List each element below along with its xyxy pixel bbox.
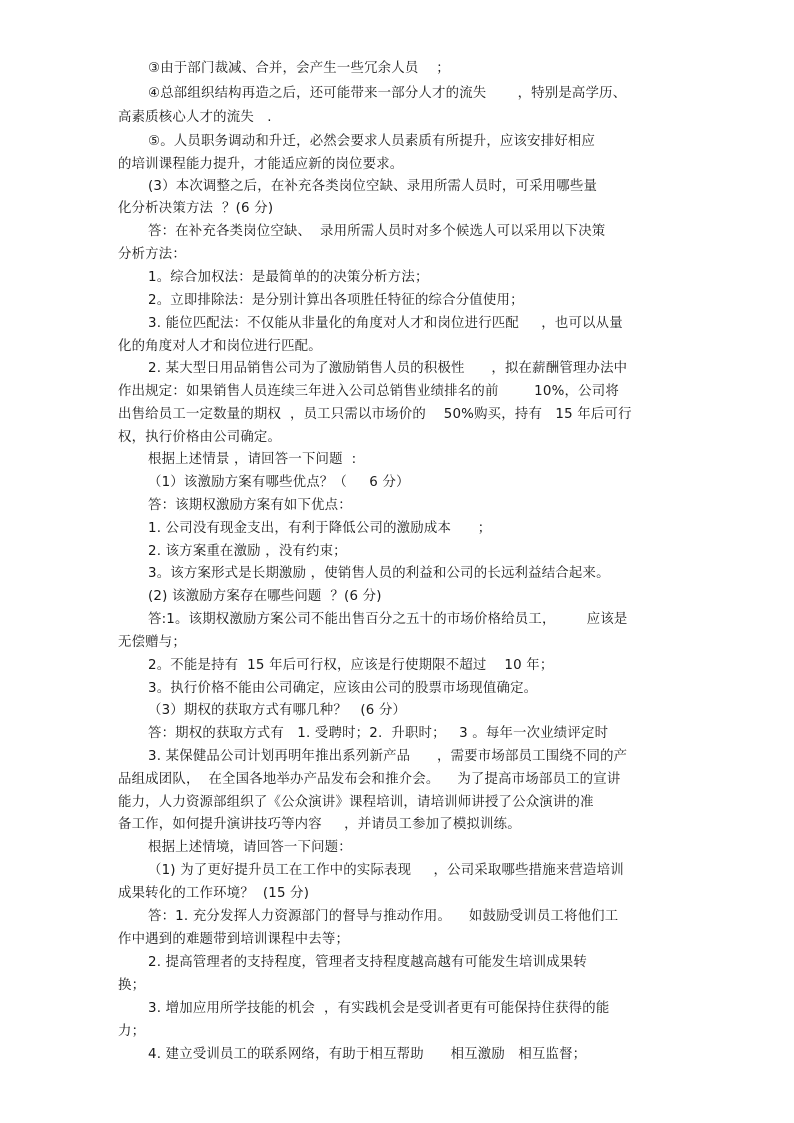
text-line: 力； [118, 1024, 146, 1039]
text-line: 答：1. 充分发挥人力资源部门的督导与推动作用。 如鼓励受训员工将他们工 [148, 909, 619, 924]
text-line: 3. 能位匹配法：不仅能从非量化的角度对人才和岗位进行匹配 ，也可以从量 [148, 316, 623, 331]
text-line: 答：在补充各类岗位空缺、 录用所需人员时对多个候选人可以采用以下决策 [148, 224, 606, 239]
text-line: 2。不能是持有 15 年后可行权，应该是行使期限不超过 10 年； [148, 658, 554, 673]
text-line: ⑤。人员职务调动和升迁，必然会要求人员素质有所提升，应该安排好相应 [148, 134, 596, 149]
text-line: 2。立即排除法：是分别计算出各项胜任特征的综合分值使用； [148, 293, 524, 308]
text-line: 无偿赠与； [118, 635, 186, 650]
text-line: （1）该激励方案有哪些优点？（ 6 分） [148, 475, 410, 490]
text-line: 1。综合加权法：是最简单的的决策分析方法； [148, 270, 429, 285]
text-line: 答:1。该期权激励方案公司不能出售百分之五十的市场价格给员工， 应该是 [148, 612, 628, 627]
text-line: （1) 为了更好提升员工在工作中的实际表现 ，公司采取哪些措施来营造培训 [148, 863, 624, 878]
text-line: （3）期权的获取方式有哪几种？ (6 分） [148, 703, 407, 718]
text-line: 化分析决策方法 ？(6 分) [118, 201, 274, 216]
text-line: ③由于部门裁减、合并，会产生一些冗余人员 ； [148, 61, 450, 76]
text-line: 分析方法： [118, 247, 186, 262]
text-line: ④总部组织结构再造之后，还可能带来一部分人才的流失 ，特别是高学历、 [148, 86, 627, 101]
text-line: 作中遇到的难题带到培训课程中去等； [118, 932, 350, 947]
text-line: 答：该期权激励方案有如下优点： [148, 498, 352, 513]
text-line: 3. 某保健品公司计划再明年推出系列新产品 ，需要市场部员工围绕不同的产 [148, 749, 628, 764]
text-line: 化的角度对人才和岗位进行匹配。 [118, 339, 322, 354]
text-line: 2. 提高管理者的支持程度，管理者支持程度越高越有可能发生培训成果转 [148, 955, 587, 970]
text-line: 换； [118, 978, 146, 993]
text-line: 2. 某大型日用品销售公司为了激励销售人员的积极性 ，拟在薪酬管理办法中 [148, 361, 628, 376]
text-line: (3）本次调整之后，在补充各类岗位空缺、录用所需人员时，可采用哪些量 [148, 179, 598, 194]
text-line: 作出规定：如果销售人员连续三年进入公司总销售业绩排名的前 10%，公司将 [118, 384, 619, 399]
text-line: 出售给员工一定数量的期权 ，员工只需以市场价的 50%购买，持有 15 年后可行 [118, 407, 632, 422]
text-line: 高素质核心人才的流失 . [118, 110, 272, 125]
text-line: 根据上述情境，请回答一下问题： [148, 840, 352, 855]
text-line: 2. 该方案重在激励 ，没有约束； [148, 544, 347, 559]
text-line: 根据上述情景 ，请回答一下问题 : [148, 452, 357, 467]
text-line: 答：期权的获取方式有 1. 受聘时；2. 升职时； 3 。每年一次业绩评定时 [148, 726, 609, 741]
text-line: 的培训课程能力提升，才能适应新的岗位要求。 [118, 157, 404, 172]
text-line: 品组成团队， 在全国各地举办产品发布会和推介会。 为了提高市场部员工的宣讲 [118, 772, 621, 787]
text-line: 备工作，如何提升演讲技巧等内容 ，并请员工参加了模拟训练。 [118, 817, 521, 832]
text-line: 3. 增加应用所学技能的机会 ，有实践机会是受训者更有可能保持住获得的能 [148, 1001, 610, 1016]
text-line: (2) 该激励方案存在哪些问题 ？(6 分) [148, 589, 382, 604]
text-line: 能力，人力资源部组织了《公众演讲》课程培训，请培训师讲授了公众演讲的准 [118, 795, 594, 810]
text-line: 1. 公司没有现金支出，有利于降低公司的激励成本 ； [148, 521, 492, 536]
text-line: 权，执行价格由公司确定。 [118, 430, 282, 445]
text-line: 3。该方案形式是长期激励 ，使销售人员的利益和公司的长远利益结合起来。 [148, 566, 610, 581]
text-line: 成果转化的工作环境？ (15 分) [118, 886, 310, 901]
text-line: 4. 建立受训员工的联系网络，有助于相互帮助 相互激励 相互监督； [148, 1047, 587, 1062]
text-line: 3。执行价格不能由公司确定，应该由公司的股票市场现值确定。 [148, 681, 538, 696]
